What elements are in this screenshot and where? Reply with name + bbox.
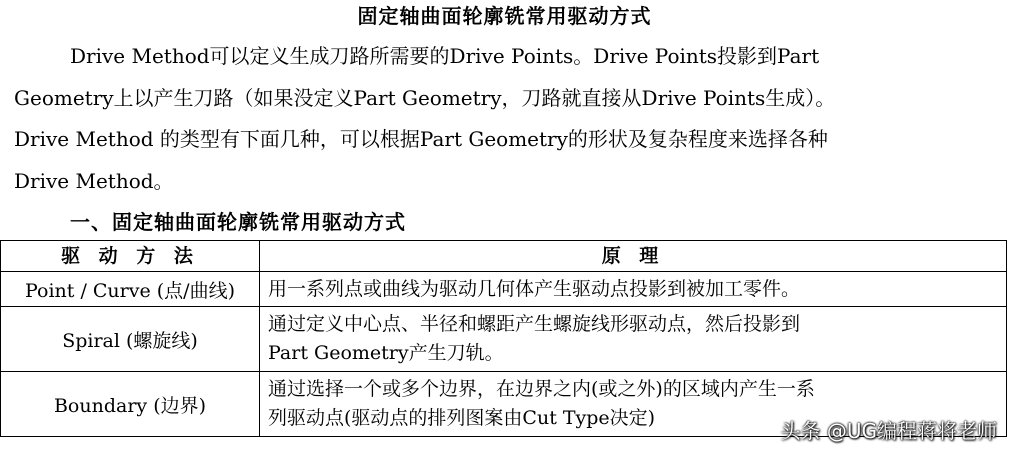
principle-cell bbox=[260, 272, 1007, 307]
drive-method-table bbox=[0, 240, 1007, 437]
table-header-row bbox=[1, 241, 1007, 272]
header-drive-method: 驱 动 方 法 bbox=[1, 241, 260, 272]
principle-line: 通过选择一个或多个边界，在边界之内(或之外)的区域内产生一系 bbox=[268, 378, 815, 400]
principle-line: Part Geometry产生刀轨。 bbox=[268, 342, 504, 364]
watermark: 头条 @UG编程蒋将老师 bbox=[780, 419, 997, 443]
intro-paragraph bbox=[14, 36, 989, 202]
method-cell: Spiral (螺旋线) bbox=[1, 307, 260, 372]
paragraph-line: Drive Method。 bbox=[14, 168, 174, 193]
principle-line: 通过定义中心点、半径和螺距产生螺旋线形驱动点，然后投影到 bbox=[268, 313, 801, 335]
principle-line: 用一系列点或曲线为驱动几何体产生驱动点投影到被加工零件。 bbox=[268, 277, 801, 300]
section-heading: 一、固定轴曲面轮廓铣常用驱动方式 bbox=[70, 210, 406, 234]
table-row bbox=[1, 272, 1007, 307]
table-row bbox=[1, 307, 1007, 372]
header-principle: 原 理 bbox=[260, 241, 1007, 272]
principle-cell bbox=[260, 307, 1007, 372]
method-cell: Boundary (边界) bbox=[1, 372, 260, 437]
paragraph-line: Drive Method 的类型有下面几种，可以根据Part Geometry的形状及复杂程度来选择各种 bbox=[14, 127, 828, 151]
principle-line: 列驱动点(驱动点的排列图案由Cut Type决定) bbox=[268, 407, 656, 429]
paragraph-line: Drive Method可以定义生成刀路所需要的Drive Points。Drive Points投影到Part bbox=[70, 44, 820, 68]
method-cell: Point / Curve (点/曲线) bbox=[1, 272, 260, 307]
document-title: 固定轴曲面轮廓铣常用驱动方式 bbox=[357, 4, 652, 28]
paragraph-line: Geometry上以产生刀路（如果没定义Part Geometry，刀路就直接从Drive Points生成）。 bbox=[14, 85, 836, 110]
